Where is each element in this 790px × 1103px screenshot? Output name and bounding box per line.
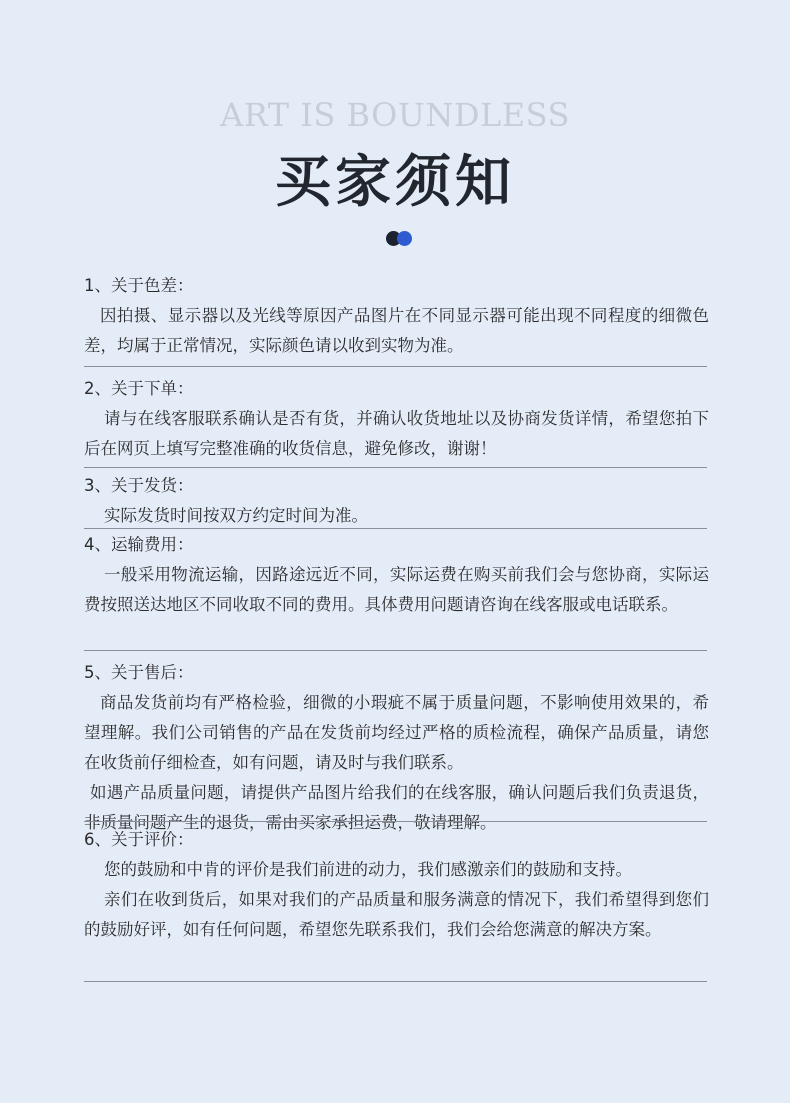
section-divider (84, 528, 707, 529)
section-paragraph: 一般采用物流运输，因路途远近不同，实际运费在购买前我们会与您协商，实际运费按照送达地区不同收取不同的费用。具体费用问题请咨询在线客服或电话联系。 (84, 565, 709, 614)
section-reviews (84, 825, 709, 945)
section-paragraph: 如遇产品质量问题，请提供产品图片给我们的在线客服，确认问题后我们负责退货，非质量问题产生的退货，需由买家承担运费，敬请理解。 (84, 783, 709, 832)
section-paragraph: 商品发货前均有严格检验，细微的小瑕疵不属于质量问题，不影响使用效果的，希望理解。我们公司销售的产品在发货前均经过严格的质检流程，确保产品质量，请您在收货前仔细检查，如有问题，请及时与我们联系。 (84, 693, 709, 772)
section-color-difference (84, 271, 709, 361)
section-heading: 5、关于售后： (84, 663, 194, 682)
section-divider (84, 981, 707, 982)
section-divider (84, 821, 707, 822)
section-paragraph: 请与在线客服联系确认是否有货，并确认收货地址以及协商发货详情，希望您拍下后在网页上填写完整准确的收货信息，避免修改，谢谢！ (84, 409, 709, 458)
section-divider (84, 650, 707, 651)
blue-dot-icon (397, 231, 412, 246)
section-after-sales (84, 658, 709, 838)
section-heading: 4、运输费用： (84, 535, 194, 554)
eyebrow-text: ART IS BOUNDLESS (220, 96, 570, 134)
section-divider (84, 467, 707, 468)
section-heading: 2、关于下单： (84, 379, 194, 398)
section-heading: 1、关于色差： (84, 276, 194, 295)
section-heading: 3、关于发货： (84, 476, 194, 495)
decorative-dots (386, 231, 416, 247)
section-paragraph: 实际发货时间按双方约定时间为准。 (104, 506, 368, 525)
section-paragraph: 您的鼓励和中肯的评价是我们前进的动力，我们感激亲们的鼓励和支持。 (104, 860, 632, 879)
section-shipping (84, 471, 709, 531)
section-paragraph: 因拍摄、显示器以及光线等原因产品图片在不同显示器可能出现不同程度的细微色差，均属于正常情况，实际颜色请以收到实物为准。 (84, 306, 709, 355)
section-heading: 6、关于评价： (84, 830, 194, 849)
page-title: 买家须知 (275, 150, 515, 215)
section-freight-cost (84, 530, 709, 620)
section-ordering (84, 374, 709, 464)
section-paragraph: 亲们在收到货后，如果对我们的产品质量和服务满意的情况下，我们希望得到您们的鼓励好评，如有任何问题，希望您先联系我们，我们会给您满意的解决方案。 (84, 890, 709, 939)
section-divider (84, 366, 707, 367)
